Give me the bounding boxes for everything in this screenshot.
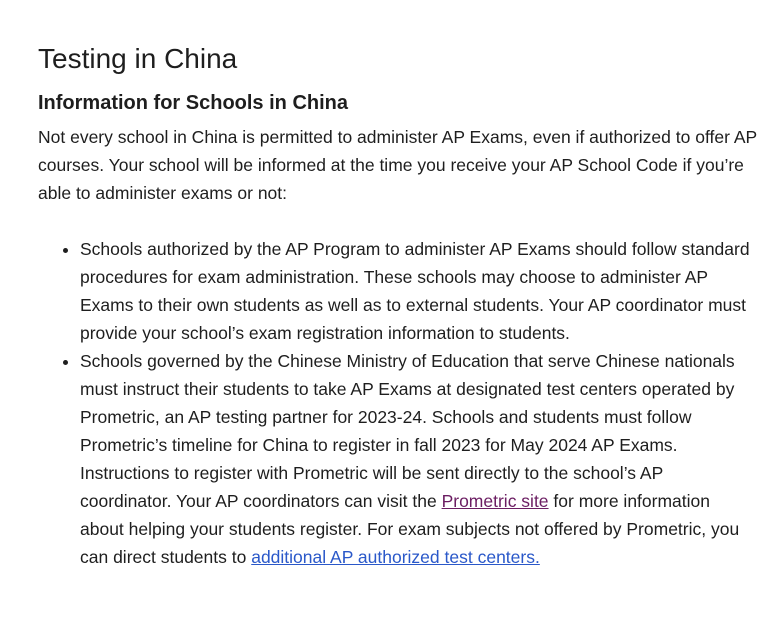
- list-item: [80, 235, 757, 347]
- section-heading: Information for Schools in China: [38, 92, 348, 114]
- intro-paragraph: Not every school in China is permitted to administer AP Exams, even if authorized to offer AP courses. Your school will be informed at the time you receive your AP School Code if you’re able to administer exams or not:: [38, 127, 757, 203]
- list-item: [80, 347, 757, 571]
- list-item-text: Schools authorized by the AP Program to administer AP Exams should follow standard procedures for exam administration. These schools may choose to administer AP Exams to their own students as well as to external students. Your AP coordinator must provide your school’s exam registration information to students.: [80, 239, 750, 343]
- prometric-site-link[interactable]: Prometric site: [441, 491, 549, 511]
- list-item-text: Schools governed by the Chinese Ministry of Education that serve Chinese nationals must instruct their students to take AP Exams at designated test centers operated by Prometric, an AP testing partner for 2023-24. Schools and students must follow Prometric’s timeline for China to register in fall 2023 for May 2024 AP Exams. Instructions to register with Prometric will be sent directly to the school’s AP coordinator. Your AP coordinators can visit the: [80, 351, 735, 511]
- list-item-text: for more information about helping your students register. For exam subjects not offered by Prometric, you can direct students to: [80, 491, 740, 567]
- authorized-test-centers-link[interactable]: additional AP authorized test centers.: [251, 547, 540, 567]
- bullet-list: [38, 235, 757, 571]
- page-title: Testing in China: [38, 43, 238, 74]
